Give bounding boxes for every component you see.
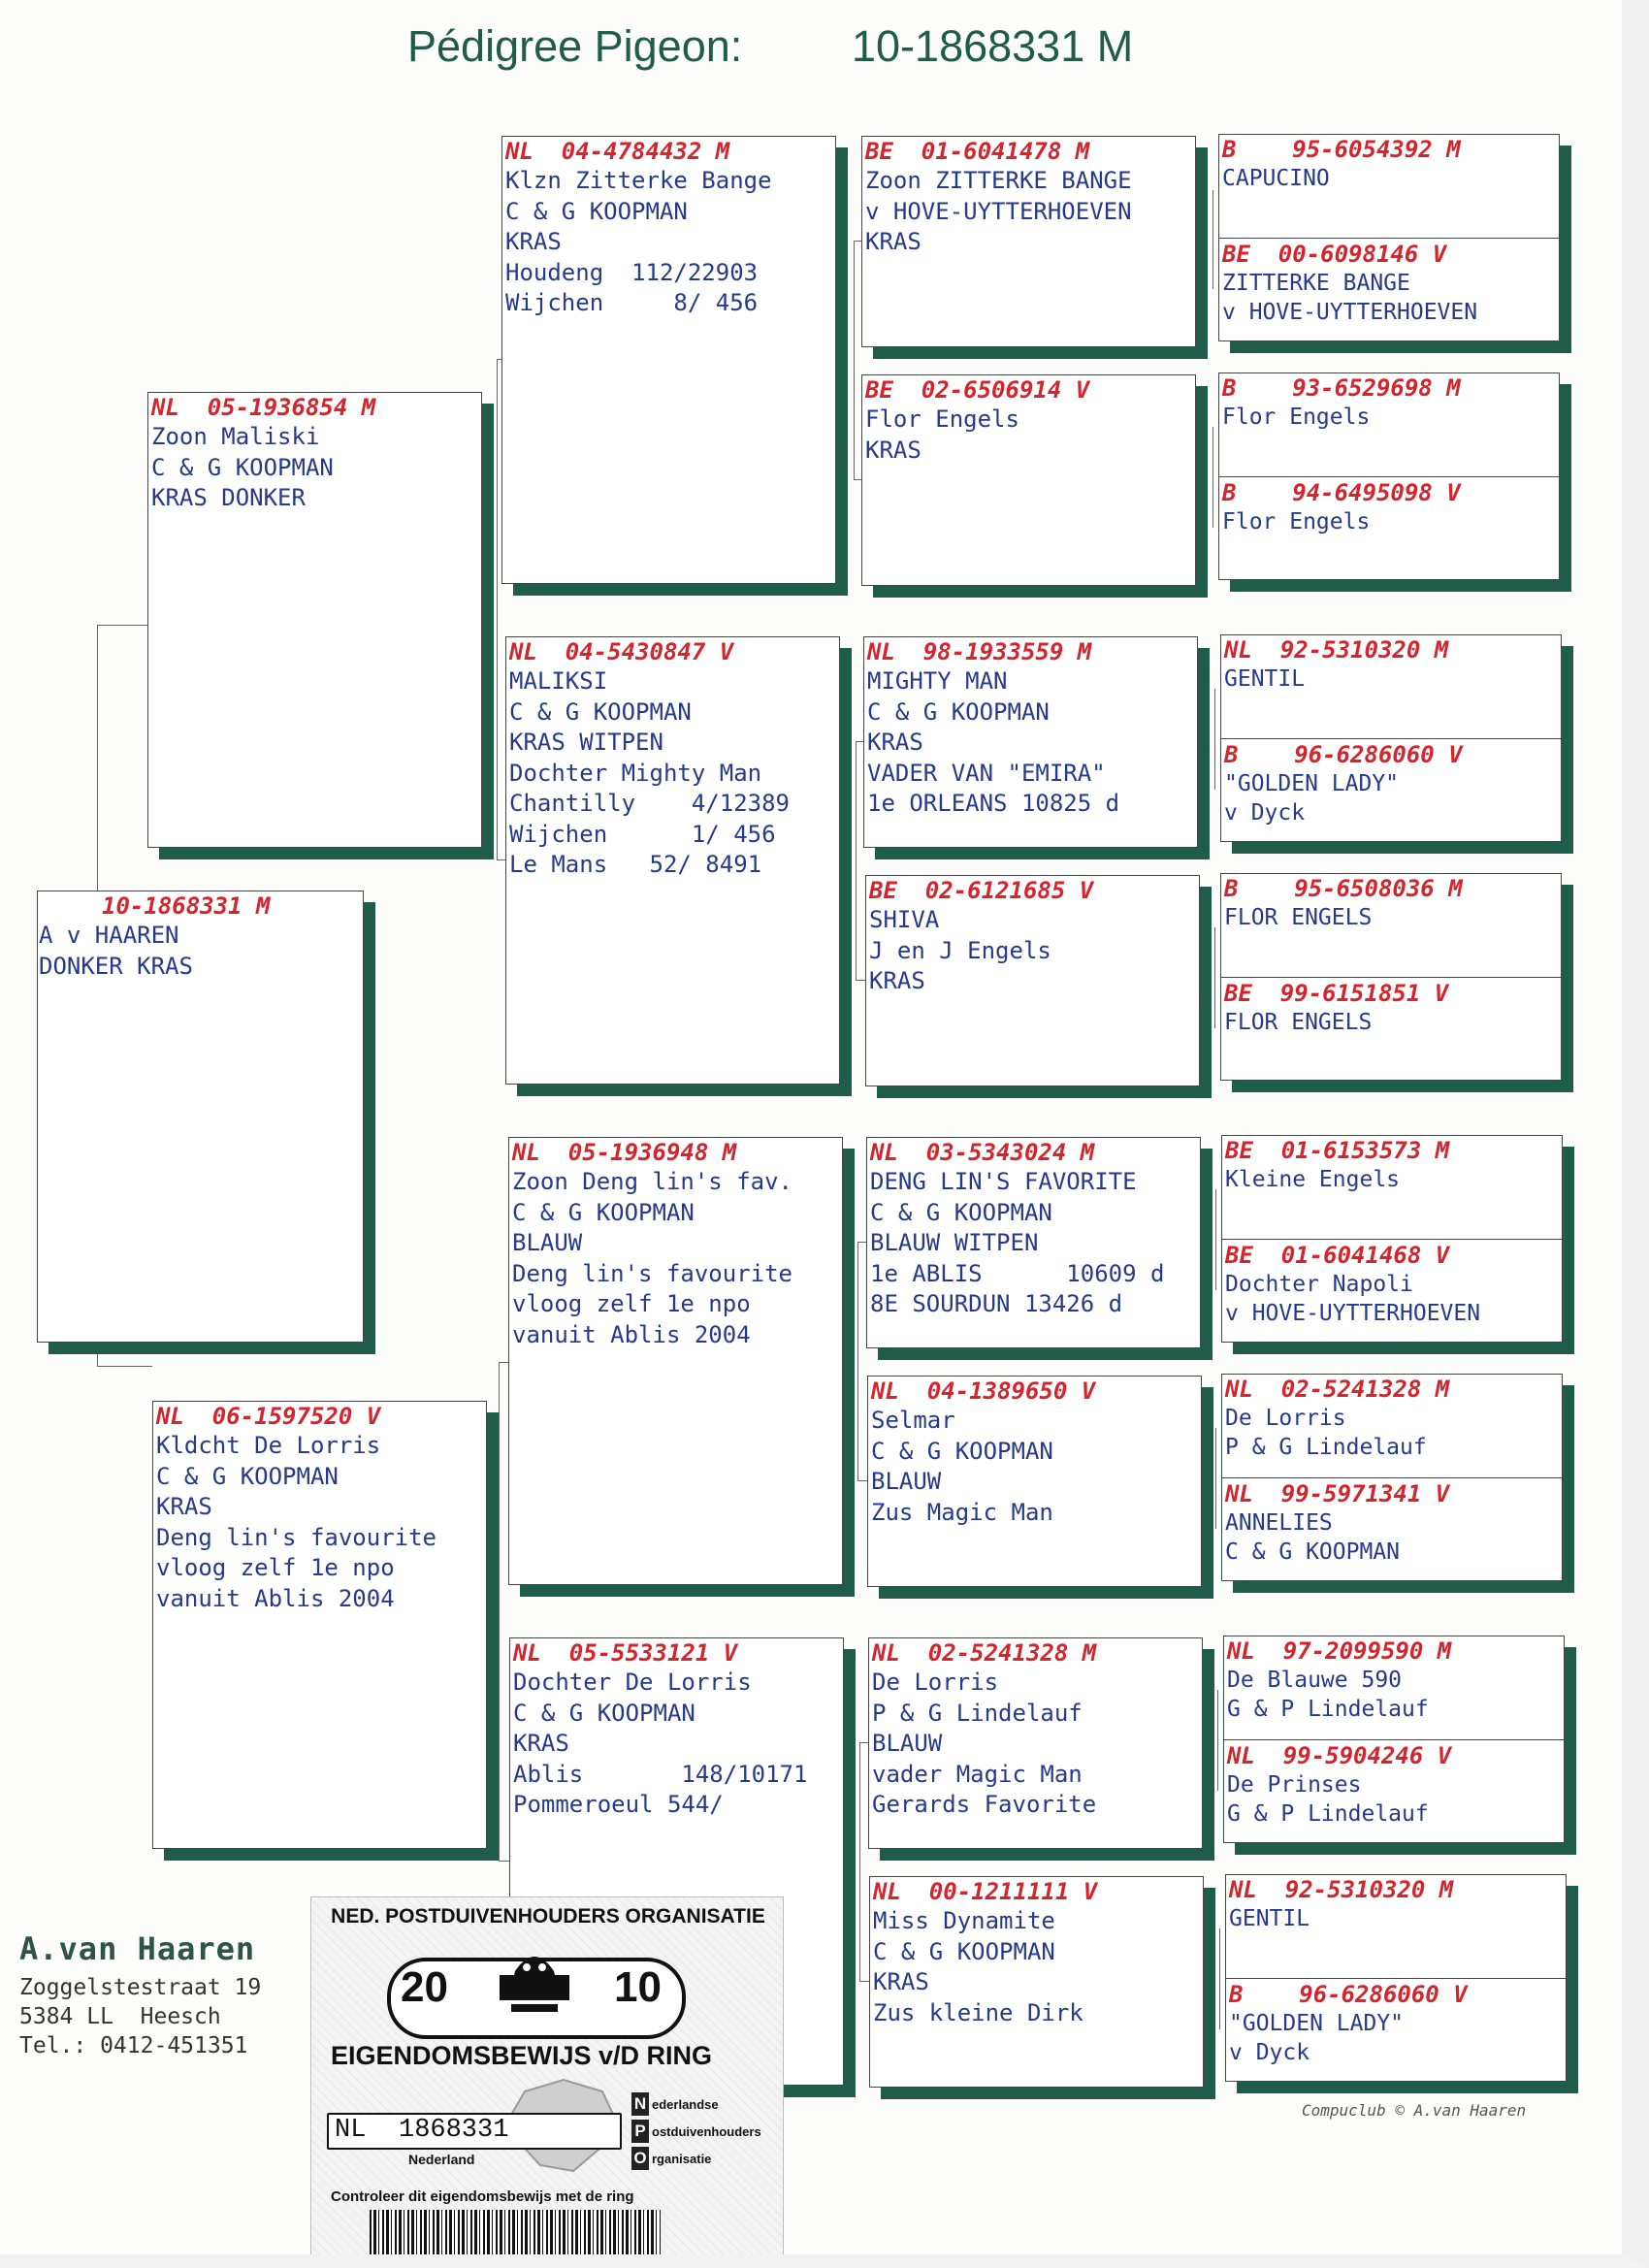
breeder-name: A.van Haaren: [19, 1930, 256, 1967]
lion-emblem-icon: [486, 1936, 583, 2033]
gen4-pair-box: [1220, 634, 1562, 842]
gen4-sire: [1222, 373, 1461, 432]
gen4-line: Flor Engels: [1222, 405, 1371, 430]
gen4-ring: B 95-6508036 M: [1224, 875, 1463, 902]
gen4-divider: [1226, 1978, 1567, 1979]
card-npo-line: [631, 2119, 777, 2146]
grandparent-line: C & G KOOPMAN: [512, 1198, 695, 1226]
pedigree-connector-line: [1219, 1928, 1220, 2029]
grandparent-line: KRAS: [505, 228, 562, 255]
father-line: KRAS DONKER: [151, 484, 306, 511]
grandparent-line: KRAS WITPEN: [509, 729, 663, 756]
gen4-ring: BE 00-6098146 V: [1222, 241, 1447, 268]
gen4-ring: B 96-6286060 V: [1224, 741, 1463, 768]
grandparent-ring: NL 04-4784432 M: [505, 138, 730, 165]
great-grandparent-lines: [862, 405, 1195, 466]
great-grandparent-line: KRAS: [865, 228, 922, 255]
software-credit: Compuclub © A.van Haaren: [1302, 2101, 1527, 2120]
pedigree-connector-line: [1212, 190, 1213, 289]
pedigree-connector-line: [497, 859, 505, 860]
gen4-ring: NL 02-5241328 M: [1225, 1376, 1450, 1403]
card-npo-text: rganisatie: [652, 2152, 712, 2166]
mother-line: KRAS: [156, 1493, 212, 1520]
great-grandparent-line: BLAUW: [872, 1730, 943, 1757]
grandparent-line: KRAS: [513, 1730, 569, 1757]
great-grandparent-box: [865, 875, 1200, 1086]
breeder-phone: Tel.: 0412-451351: [19, 2033, 248, 2058]
pedigree-connector-line: [499, 1861, 509, 1862]
gen4-line: Dochter Napoli: [1225, 1272, 1413, 1297]
pedigree-connector-line: [854, 241, 861, 242]
great-grandparent-box: [866, 1137, 1201, 1348]
grandparent-line: vloog zelf 1e npo: [512, 1290, 751, 1317]
gen4-ring: BE 99-6151851 V: [1224, 980, 1449, 1007]
gen4-sire: [1224, 635, 1448, 694]
pedigree-connector-line: [1214, 689, 1215, 790]
gen4-line: CAPUCINO: [1222, 166, 1330, 191]
pedigree-connector-line: [854, 241, 855, 479]
great-grandparent-line: BLAUW WITPEN: [870, 1229, 1039, 1256]
grandparent-ring: NL 04-5430847 V: [509, 638, 734, 665]
great-grandparent-line: P & G Lindelauf: [872, 1699, 1083, 1727]
gen4-ring: NL 92-5310320 M: [1224, 636, 1449, 664]
grandparent-lines: [510, 1668, 843, 1821]
great-grandparent-line: KRAS: [865, 436, 922, 464]
grandparent-box: [508, 1137, 843, 1585]
great-grandparent-box: [869, 1876, 1204, 2088]
great-grandparent-line: 8E SOURDUN 13426 d: [870, 1290, 1123, 1317]
gen4-line: GENTIL: [1224, 666, 1306, 692]
mother-line: Kldcht De Lorris: [156, 1432, 381, 1459]
grandparent-line: Ablis 148/10171: [513, 1760, 808, 1788]
subject-line: A v HAAREN: [39, 922, 179, 949]
great-grandparent-line: MIGHTY MAN: [867, 667, 1008, 695]
great-grandparent-lines: [870, 1906, 1203, 2028]
pedigree-connector-line: [859, 1742, 868, 1743]
great-grandparent-line: v HOVE-UYTTERHOEVEN: [865, 197, 1132, 225]
father-line: C & G KOOPMAN: [151, 453, 334, 481]
pedigree-connector-line: [856, 741, 863, 742]
gen4-line: ANNELIES: [1225, 1510, 1333, 1536]
grandparent-lines: [506, 666, 839, 881]
great-grandparent-line: C & G KOOPMAN: [870, 1198, 1052, 1226]
father-line: Zoon Maliski: [151, 423, 320, 450]
great-grandparent-box: [868, 1637, 1203, 1849]
great-grandparent-line: Zoon ZITTERKE BANGE: [865, 167, 1132, 194]
grandparent-line: Wijchen 1/ 456: [509, 820, 776, 848]
subject-lines: [38, 921, 363, 982]
card-npo-cap: N: [631, 2092, 649, 2116]
card-npo-line: [631, 2146, 777, 2173]
breeder-city: 5384 LL Heesch: [19, 2004, 221, 2029]
great-grandparent-box: [861, 136, 1196, 347]
pedigree-connector-line: [1214, 927, 1215, 1028]
father-ring: NL 05-1936854 M: [151, 394, 376, 421]
card-ring-prefix: NL: [335, 2116, 367, 2145]
gen4-line: De Blauwe 590: [1227, 1668, 1403, 1693]
gen4-line: Flor Engels: [1222, 509, 1371, 535]
great-grandparent-line: Zus kleine Dirk: [873, 1998, 1083, 2026]
grandparent-ring: NL 05-1936948 M: [512, 1139, 737, 1166]
gen4-ring: BE 01-6153573 M: [1225, 1137, 1450, 1164]
gen4-pair-box: [1220, 873, 1562, 1081]
great-grandparent-ring: NL 02-5241328 M: [872, 1639, 1097, 1667]
gen4-sire: [1227, 1636, 1451, 1724]
subject-pigeon-box: [37, 891, 364, 1343]
pedigree-connector-line: [97, 625, 147, 626]
gen4-dam: [1224, 740, 1463, 827]
grandparent-lines: [502, 166, 835, 319]
great-grandparent-ring: NL 03-5343024 M: [870, 1139, 1095, 1166]
pedigree-connector-line: [859, 1742, 860, 1981]
pedigree-connector-line: [856, 741, 857, 980]
great-grandparent-line: Selmar: [871, 1407, 955, 1434]
grandparent-line: Dochter De Lorris: [513, 1669, 752, 1696]
gen4-divider: [1221, 977, 1562, 978]
gen4-line: FLOR ENGELS: [1224, 1010, 1373, 1035]
pedigree-connector-line: [859, 1981, 869, 1982]
gen4-line: FLOR ENGELS: [1224, 905, 1373, 930]
card-title: EIGENDOMSBEWIJS v/D RING: [331, 2041, 713, 2070]
mother-line: Deng lin's favourite: [156, 1523, 436, 1551]
grandparent-ring: NL 05-5533121 V: [513, 1639, 738, 1667]
great-grandparent-ring: BE 02-6121685 V: [869, 877, 1094, 904]
gen4-line: De Lorris: [1225, 1406, 1346, 1431]
subject-line: DONKER KRAS: [39, 952, 193, 980]
gen4-sire: [1225, 1136, 1449, 1194]
gen4-divider: [1222, 1477, 1563, 1478]
grandparent-line: vanuit Ablis 2004: [512, 1320, 751, 1348]
great-grandparent-ring: BE 02-6506914 V: [865, 376, 1090, 404]
mother-line: vloog zelf 1e npo: [156, 1554, 395, 1581]
pedigree-connector-line: [856, 980, 865, 981]
pedigree-connector-line: [1215, 1428, 1216, 1529]
great-grandparent-line: KRAS: [869, 967, 925, 994]
great-grandparent-line: De Lorris: [872, 1669, 999, 1696]
grandparent-line: Deng lin's favourite: [512, 1259, 792, 1287]
grandparent-line: Houdeng 112/22903: [505, 258, 759, 286]
pedigree-connector-line: [97, 1366, 152, 1367]
great-grandparent-line: DENG LIN'S FAVORITE: [870, 1168, 1137, 1195]
grandparent-line: Dochter Mighty Man: [509, 759, 762, 787]
gen4-sire: [1224, 874, 1463, 932]
pedigree-connector-line: [1215, 1189, 1216, 1290]
great-grandparent-box: [861, 374, 1196, 586]
grandparent-lines: [509, 1167, 842, 1350]
card-check-notice: Controleer dit eigendomsbewijs met de ring: [331, 2188, 634, 2205]
grandparent-box: [505, 636, 840, 1085]
gen4-line: v Dyck: [1229, 2040, 1310, 2065]
gen4-pair-box: [1218, 134, 1560, 341]
gen4-line: "GOLDEN LADY": [1224, 771, 1400, 796]
pedigree-connector-line: [499, 1362, 508, 1363]
gen4-ring: NL 99-5904246 V: [1227, 1742, 1452, 1769]
grandparent-line: Le Mans 52/ 8491: [509, 851, 762, 878]
gen4-divider: [1221, 738, 1562, 739]
gen4-line: G & P Lindelauf: [1227, 1697, 1429, 1722]
breeder-street: Zoggelstestraat 19: [19, 1975, 262, 2000]
mother-ring: NL 06-1597520 V: [156, 1403, 381, 1430]
grandparent-line: MALIKSI: [509, 667, 608, 695]
card-ring-number: 1868331: [399, 2116, 509, 2145]
gen4-line: v Dyck: [1224, 800, 1306, 826]
great-grandparent-ring: NL 00-1211111 V: [873, 1878, 1098, 1905]
card-organisation: NED. POSTDUIVENHOUDERS ORGANISATIE: [331, 1905, 765, 1928]
gen4-divider: [1219, 476, 1560, 477]
barcode-icon: [370, 2210, 661, 2265]
grandparent-line: Chantilly 4/12389: [509, 790, 790, 817]
great-grandparent-lines: [866, 905, 1199, 997]
gen4-ring: B 93-6529698 M: [1222, 374, 1461, 402]
gen4-sire: [1229, 1875, 1453, 1933]
grandparent-line: C & G KOOPMAN: [513, 1699, 695, 1727]
pedigree-connector-line: [1212, 427, 1213, 528]
pedigree-connector-line: [854, 479, 861, 480]
father-box: [147, 392, 482, 848]
great-grandparent-line: Flor Engels: [865, 405, 1019, 433]
gen4-line: v HOVE-UYTTERHOEVEN: [1222, 300, 1478, 325]
gen4-ring: B 96-6286060 V: [1229, 1981, 1468, 2008]
gen4-line: G & P Lindelauf: [1227, 1801, 1429, 1827]
title-ring-number: 10-1868331 M: [852, 21, 1134, 71]
gen4-dam: [1229, 1980, 1468, 2067]
gen4-ring: B 95-6054392 M: [1222, 136, 1461, 163]
great-grandparent-line: vader Magic Man: [872, 1760, 1083, 1788]
great-grandparent-line: C & G KOOPMAN: [871, 1437, 1053, 1465]
gen4-ring: NL 97-2099590 M: [1227, 1637, 1452, 1665]
great-grandparent-lines: [864, 666, 1197, 820]
great-grandparent-line: Zus Magic Man: [871, 1498, 1053, 1526]
gen4-divider: [1219, 238, 1560, 239]
pedigree-connector-line: [499, 1362, 500, 1861]
gen4-divider: [1222, 1239, 1563, 1240]
pedigree-connector-line: [857, 1242, 866, 1243]
gen4-line: C & G KOOPMAN: [1225, 1539, 1401, 1565]
great-grandparent-line: C & G KOOPMAN: [873, 1937, 1055, 1965]
gen4-line: GENTIL: [1229, 1906, 1310, 1931]
great-grandparent-ring: NL 04-1389650 V: [871, 1377, 1096, 1405]
gen4-line: "GOLDEN LADY": [1229, 2011, 1405, 2036]
card-npo-line: [631, 2091, 777, 2119]
great-grandparent-line: Gerards Favorite: [872, 1791, 1097, 1818]
grandparent-line: C & G KOOPMAN: [509, 697, 692, 726]
grandparent-line: BLAUW: [512, 1229, 583, 1256]
gen4-dam: [1222, 478, 1461, 536]
ownership-certificate-card: [310, 1896, 784, 2265]
pedigree-connector-line: [497, 359, 498, 859]
grandparent-line: Pommeroeul 544/: [513, 1791, 724, 1818]
card-country: Nederland: [408, 2152, 475, 2167]
gen4-sire: [1222, 135, 1461, 193]
gen4-pair-box: [1225, 1874, 1567, 2082]
great-grandparent-line: J en J Engels: [869, 936, 1051, 964]
card-year-right: 10: [614, 1963, 662, 2011]
gen4-ring: BE 01-6041468 V: [1225, 1242, 1450, 1269]
gen4-pair-box: [1221, 1135, 1563, 1343]
gen4-dam: [1225, 1241, 1480, 1328]
grandparent-line: Klzn Zitterke Bange: [505, 167, 772, 194]
card-npo-text: ostduivenhouders: [652, 2124, 761, 2139]
mother-line: vanuit Ablis 2004: [156, 1584, 395, 1612]
card-npo-block: [631, 2091, 777, 2173]
gen4-line: v HOVE-UYTTERHOEVEN: [1225, 1301, 1481, 1326]
gen4-dam: [1227, 1741, 1451, 1829]
gen4-ring: B 94-6495098 V: [1222, 479, 1461, 506]
great-grandparent-lines: [868, 1406, 1201, 1528]
gen4-dam: [1222, 240, 1477, 327]
gen4-divider: [1224, 1739, 1565, 1740]
gen4-line: ZITTERKE BANGE: [1222, 271, 1410, 296]
grandparent-box: [501, 136, 836, 584]
gen4-line: Kleine Engels: [1225, 1167, 1401, 1192]
gen4-sire: [1225, 1375, 1449, 1462]
great-grandparent-ring: BE 01-6041478 M: [865, 138, 1090, 165]
great-grandparent-line: KRAS: [867, 729, 923, 756]
grandparent-line: Wijchen 8/ 456: [505, 289, 759, 316]
great-grandparent-line: Miss Dynamite: [873, 1907, 1055, 1934]
great-grandparent-line: C & G KOOPMAN: [867, 697, 1050, 726]
gen4-ring: NL 99-5971341 V: [1225, 1480, 1450, 1507]
page-title: Pédigree Pigeon:: [407, 21, 743, 71]
great-grandparent-line: SHIVA: [869, 906, 940, 933]
great-grandparent-line: VADER VAN "EMIRA": [867, 759, 1106, 787]
mother-box: [152, 1401, 487, 1849]
great-grandparent-line: BLAUW: [871, 1468, 942, 1495]
gen4-pair-box: [1221, 1374, 1563, 1581]
gen4-line: P & G Lindelauf: [1225, 1435, 1427, 1460]
great-grandparent-box: [867, 1376, 1202, 1587]
great-grandparent-lines: [869, 1668, 1202, 1821]
great-grandparent-box: [863, 636, 1198, 848]
card-npo-text: ederlandse: [652, 2097, 719, 2112]
mother-lines: [153, 1431, 486, 1614]
father-lines: [148, 422, 481, 514]
pedigree-connector-line: [857, 1480, 867, 1481]
gen4-pair-box: [1218, 373, 1560, 580]
great-grandparent-lines: [862, 166, 1195, 258]
great-grandparent-line: KRAS: [873, 1968, 929, 1995]
grandparent-line: C & G KOOPMAN: [505, 197, 688, 225]
great-grandparent-line: 1e ABLIS 10609 d: [870, 1259, 1165, 1287]
card-npo-cap: O: [631, 2147, 649, 2170]
great-grandparent-line: 1e ORLEANS 10825 d: [867, 790, 1120, 817]
card-npo-cap: P: [631, 2120, 649, 2143]
grandparent-line: Zoon Deng lin's fav.: [512, 1168, 792, 1195]
pedigree-connector-line: [857, 1242, 858, 1480]
gen4-dam: [1225, 1479, 1449, 1567]
subject-ring: 10-1868331 M: [102, 892, 271, 920]
gen4-dam: [1224, 979, 1448, 1037]
gen4-pair-box: [1223, 1636, 1565, 1843]
card-year-left: 20: [401, 1963, 448, 2011]
great-grandparent-lines: [867, 1167, 1200, 1320]
great-grandparent-ring: NL 98-1933559 M: [867, 638, 1092, 665]
mother-line: C & G KOOPMAN: [156, 1462, 339, 1490]
pedigree-connector-line: [1217, 1690, 1218, 1791]
gen4-line: De Prinses: [1227, 1772, 1362, 1798]
gen4-ring: NL 92-5310320 M: [1229, 1876, 1454, 1903]
